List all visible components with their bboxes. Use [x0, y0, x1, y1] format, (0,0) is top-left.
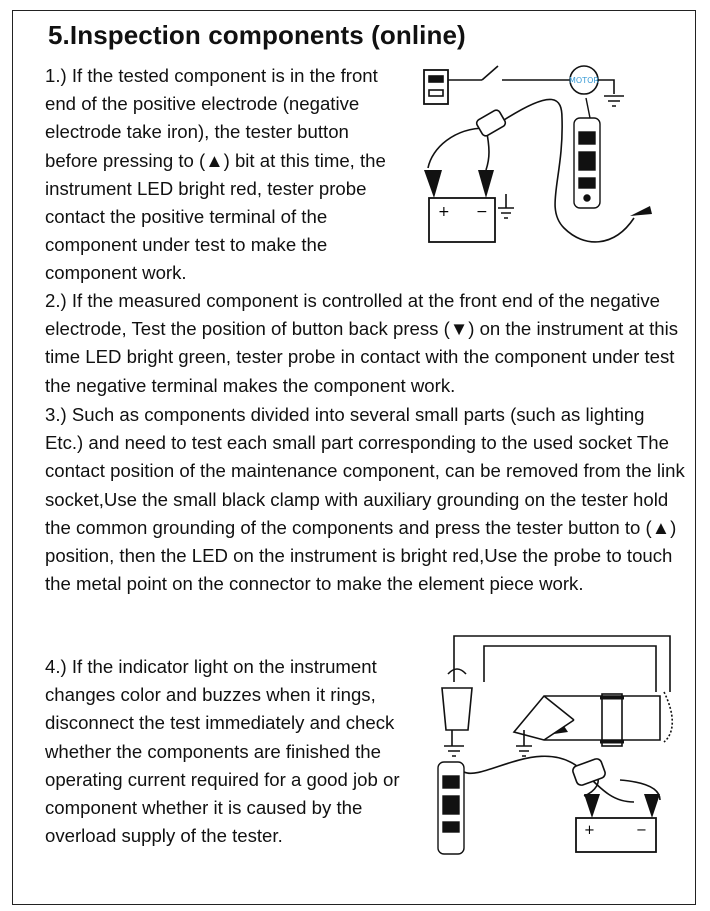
switch-lever — [482, 66, 498, 80]
motor-circuit-diagram — [414, 58, 674, 278]
svg-text:+: + — [584, 823, 595, 838]
probe-clip-bottom — [571, 757, 606, 786]
clamp-black — [478, 170, 494, 198]
tester-device — [574, 98, 600, 208]
clamp-red — [424, 170, 442, 198]
paragraph-1: 1.) If the tested component is in the front end of the positive electrode (negative electrode take iron), the tester button before pressing to (▲) bit at this time, the instrument LED bright red, tester probe contact the positive terminal of the component under test to make the component work. — [45, 65, 386, 284]
horn-cup — [442, 688, 472, 730]
svg-text:−: − — [636, 823, 647, 838]
section-title: 5.Inspection components (online) — [48, 20, 466, 50]
paragraph-3: 3.) Such as components divided into several small parts (such as lighting Etc.) and need to test each small part corresponding to the used socket The contact position of the maintenance component, can be removed from the link socket,Use the small black clamp with auxiliary grounding on the tester hold the common grounding of the components and press the tester button to (▲) position, then the LED on the instrument is bright red,Use the probe to touch the metal point on the connector to make the element piece work. — [45, 404, 685, 595]
paragraph-4: 4.) If the indicator light on the instrument changes color and buzzes when it rings, disconnect the test immediately and check whether the components are finished the operating current required for a good job or component whether it is caused by the overload supply of the tester. — [45, 656, 400, 847]
probe-clip — [475, 109, 507, 138]
clamp-aux — [630, 206, 652, 216]
svg-text:+: + — [438, 204, 450, 220]
switch-box — [424, 70, 448, 104]
svg-text:−: − — [476, 204, 488, 220]
clamp-black-bottom — [644, 794, 660, 818]
tester-device-bottom — [438, 762, 464, 854]
paragraph-2: 2.) If the measured component is controlled at the front end of the negative electrode, Test the position of button back press (▼) on the instrument at this time LED bright green, tester probe in contact with the component under test the negative terminal makes the component work. — [45, 290, 679, 396]
clamp-red-bottom — [584, 794, 600, 818]
svg-text:MOTOR: MOTOR — [569, 76, 599, 85]
relay-circuit-diagram — [424, 622, 680, 860]
